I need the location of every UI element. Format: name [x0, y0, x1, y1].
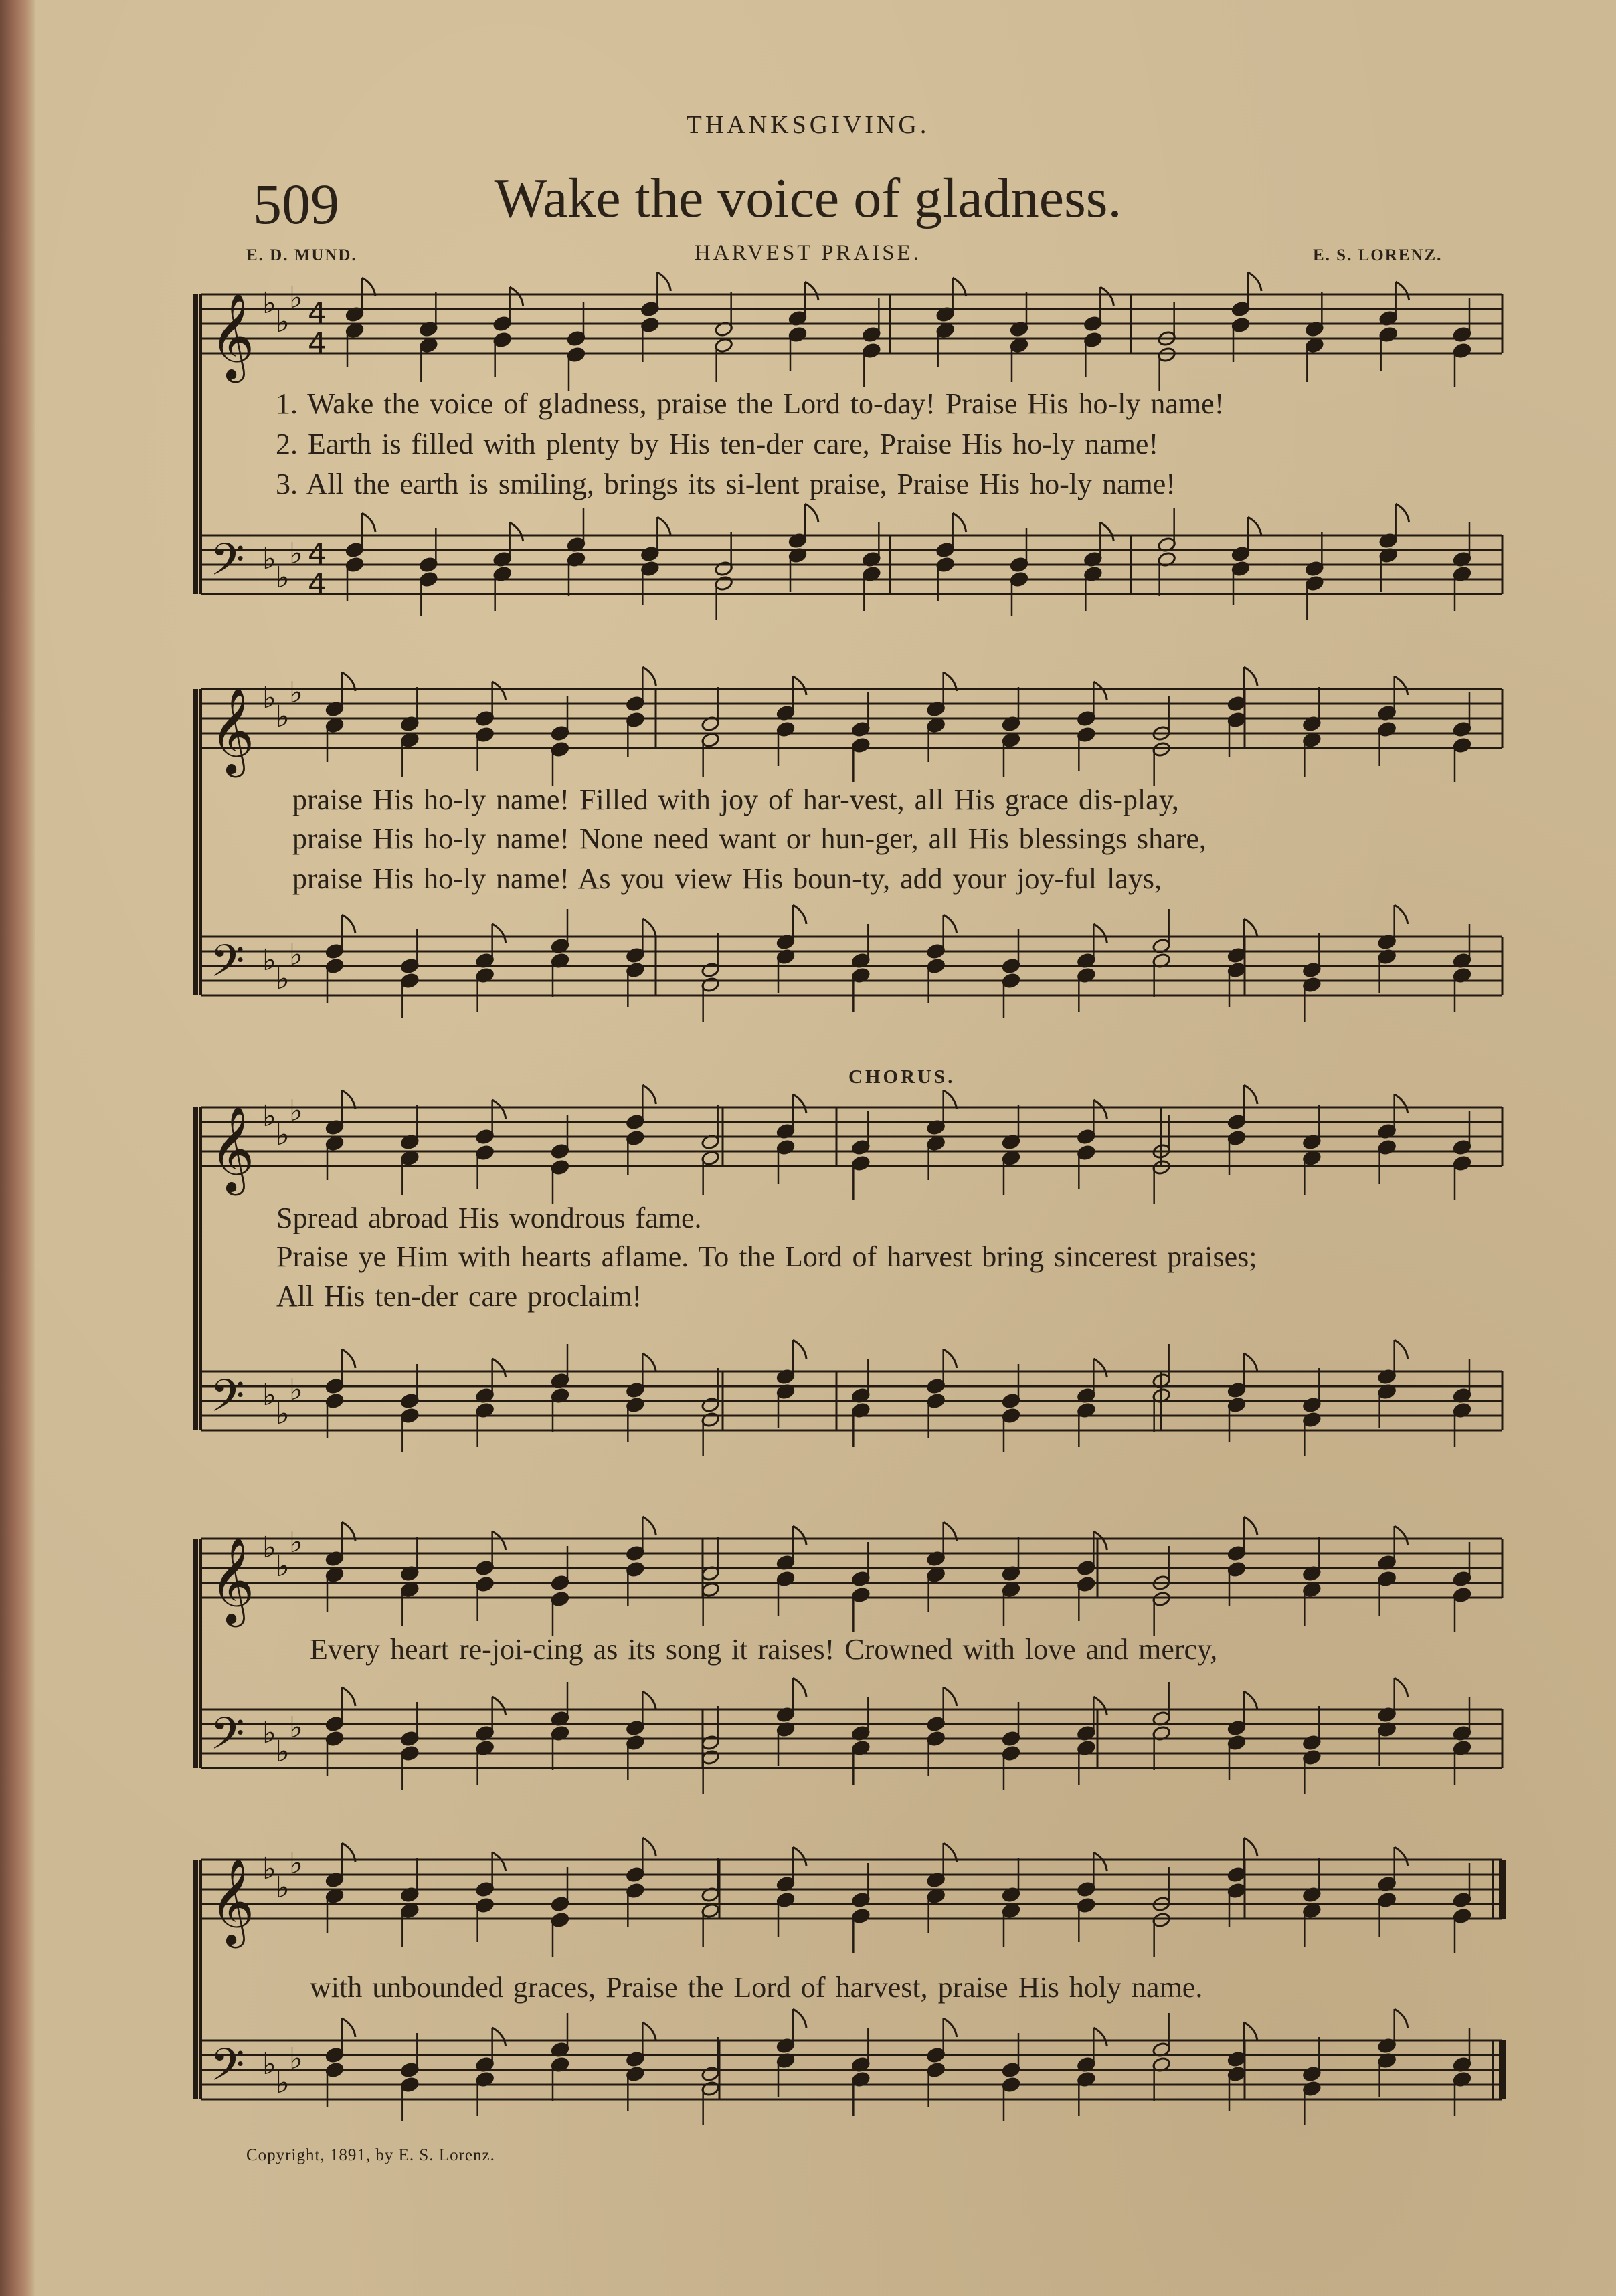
flat-icon: ♭: [262, 1531, 276, 1565]
note-flag: [342, 1687, 355, 1706]
note-flag: [793, 1094, 806, 1113]
note-flag: [642, 1085, 656, 1104]
note-flag: [492, 2028, 506, 2046]
tune-name: HARVEST PRAISE.: [694, 241, 922, 265]
flat-icon: ♭: [262, 681, 276, 715]
note-flag: [1395, 2009, 1408, 2028]
verse-1-lyric-line-1: 1. Wake the voice of gladness, praise the Lord to-day! Praise His ho-ly name!: [276, 387, 1225, 420]
time-signature-top: 4: [308, 296, 327, 330]
note-flag: [362, 513, 375, 532]
note-flag: [1395, 1094, 1408, 1113]
note-flag: [1093, 2028, 1107, 2046]
note-flag: [492, 924, 506, 943]
verse-3-lyric-line-2: praise His ho-ly name! As you view His boun-ty, add your joy-ful lays,: [292, 862, 1162, 895]
note-flag: [1395, 1678, 1408, 1697]
note-flag: [492, 1100, 506, 1119]
copyright-notice: Copyright, 1891, by E. S. Lorenz.: [246, 2146, 495, 2164]
treble-clef-icon: 𝄞: [210, 1858, 255, 1945]
note-flag: [642, 2022, 656, 2041]
flat-icon: ♭: [289, 1094, 303, 1128]
flat-icon: ♭: [276, 700, 290, 734]
flat-icon: ♭: [262, 286, 276, 320]
note-flag: [1248, 517, 1261, 536]
note-flag: [793, 1526, 806, 1545]
flat-icon: ♭: [262, 1099, 276, 1133]
bass-clef-icon: 𝄢: [210, 534, 245, 596]
composer-credit: E. S. LORENZ.: [1313, 246, 1443, 264]
note-flag: [1093, 1852, 1107, 1871]
verse-2-lyric-line-1: 2. Earth is filled with plenty by His ten-der care, Praise His ho-ly name!: [276, 427, 1159, 460]
note-flag: [793, 1847, 806, 1866]
lyricist-credit: E. D. MUND.: [246, 246, 357, 264]
note-flag: [1395, 1526, 1408, 1545]
flat-icon: ♭: [276, 1118, 290, 1152]
note-flag: [642, 1691, 656, 1710]
note-flag: [1244, 667, 1257, 686]
lyric-line-3b: Praise ye Him with hearts aflame. To the Lord of harvest bring sincerest praises;: [276, 1240, 1257, 1273]
note-flag: [642, 1517, 656, 1535]
note-flag: [492, 1531, 506, 1550]
note-flag: [1396, 282, 1409, 300]
flat-icon: ♭: [276, 1735, 290, 1769]
lyric-line-5: with unbounded graces, Praise the Lord of harvest, praise His holy name.: [310, 1971, 1203, 2004]
treble-clef-icon: 𝄞: [210, 1537, 255, 1624]
lyric-line-3a: Spread abroad His wondrous fame.: [276, 1202, 702, 1234]
time-signature-bottom: 4: [308, 326, 327, 361]
note-flag: [1395, 1340, 1408, 1359]
note-flag: [1395, 676, 1408, 695]
note-flag: [944, 2018, 957, 2037]
flat-icon: ♭: [276, 561, 290, 595]
note-flag: [657, 517, 670, 536]
flat-icon: ♭: [276, 962, 290, 996]
note-flag: [492, 1697, 506, 1715]
note-flag: [805, 504, 818, 522]
hymn-number: 509: [253, 172, 339, 236]
note-flag: [1396, 504, 1409, 522]
flat-icon: ♭: [276, 1549, 290, 1584]
note-flag: [953, 513, 966, 532]
note-flag: [1100, 522, 1113, 541]
treble-clef-icon: 𝄞: [210, 687, 255, 774]
treble-clef-icon: 𝄞: [210, 292, 255, 379]
note-flag: [1244, 1085, 1257, 1104]
flat-icon: ♭: [276, 2066, 290, 2100]
note-flag: [1244, 2022, 1257, 2041]
note-flag: [1244, 919, 1257, 937]
flat-icon: ♭: [289, 1525, 303, 1559]
note-flag: [1093, 1359, 1107, 1377]
flat-icon: ♭: [276, 305, 290, 339]
flat-icon: ♭: [262, 2047, 276, 2081]
note-flag: [1093, 1697, 1107, 1715]
flat-icon: ♭: [289, 1846, 303, 1881]
note-flag: [1244, 1517, 1257, 1535]
flat-icon: ♭: [262, 1378, 276, 1412]
note-flag: [342, 2018, 355, 2037]
time-signature-bottom: 4: [308, 567, 327, 601]
verse-2-lyric-line-2: praise His ho-ly name! None need want or hun-ger, all His blessings share,: [292, 822, 1206, 855]
flat-icon: ♭: [262, 1852, 276, 1886]
note-flag: [805, 282, 818, 300]
flat-icon: ♭: [262, 1716, 276, 1750]
note-flag: [1093, 1100, 1107, 1119]
flat-icon: ♭: [276, 1871, 290, 1905]
flat-icon: ♭: [289, 938, 303, 972]
note-flag: [793, 905, 806, 924]
note-flag: [492, 1852, 506, 1871]
flat-icon: ♭: [289, 537, 303, 571]
note-flag: [1093, 682, 1107, 700]
section-heading: THANKSGIVING.: [686, 111, 930, 139]
bass-clef-icon: 𝄢: [210, 1708, 245, 1770]
note-flag: [793, 2009, 806, 2028]
note-flag: [657, 272, 670, 291]
note-flag: [342, 1349, 355, 1368]
flat-icon: ♭: [262, 542, 276, 576]
lyric-line-3c: All His ten-der care proclaim!: [276, 1280, 642, 1313]
flat-icon: ♭: [289, 2042, 303, 2076]
note-flag: [944, 915, 957, 933]
chorus-label: CHORUS.: [848, 1066, 956, 1088]
note-flag: [944, 1349, 957, 1368]
lyric-line-4: Every heart re-joi-cing as its song it raises! Crowned with love and mercy,: [310, 1633, 1218, 1666]
bass-clef-icon: 𝄢: [210, 935, 245, 997]
flat-icon: ♭: [289, 1711, 303, 1745]
note-flag: [642, 1353, 656, 1372]
note-flag: [510, 522, 523, 541]
note-flag: [793, 1340, 806, 1359]
flat-icon: ♭: [262, 943, 276, 977]
note-flag: [642, 667, 656, 686]
note-flag: [492, 682, 506, 700]
note-flag: [793, 1678, 806, 1697]
note-flag: [1244, 1838, 1257, 1856]
hymn-title: Wake the voice of gladness.: [494, 167, 1122, 229]
time-signature-top: 4: [308, 537, 327, 571]
note-flag: [1093, 924, 1107, 943]
treble-clef-icon: 𝄞: [210, 1105, 255, 1192]
note-flag: [492, 1359, 506, 1377]
verse-1-lyric-line-2: praise His ho-ly name! Filled with joy of har-vest, all His grace dis-play,: [292, 783, 1179, 816]
flat-icon: ♭: [276, 1397, 290, 1431]
flat-icon: ♭: [289, 1373, 303, 1407]
bass-clef-icon: 𝄢: [210, 1370, 245, 1432]
note-flag: [1395, 905, 1408, 924]
note-flag: [510, 287, 523, 306]
note-flag: [1248, 272, 1261, 291]
note-flag: [1244, 1353, 1257, 1372]
note-flag: [642, 919, 656, 937]
note-flag: [642, 1838, 656, 1856]
flat-icon: ♭: [289, 676, 303, 710]
note-flag: [944, 1687, 957, 1706]
note-flag: [1093, 1531, 1107, 1550]
verse-3-lyric-line-1: 3. All the earth is smiling, brings its si-lent praise, Praise His ho-ly name!: [276, 468, 1176, 500]
note-flag: [1100, 287, 1113, 306]
note-flag: [793, 676, 806, 695]
note-flag: [342, 915, 355, 933]
note-flag: [1395, 1847, 1408, 1866]
bass-clef-icon: 𝄢: [210, 2039, 245, 2101]
flat-icon: ♭: [289, 281, 303, 315]
note-flag: [1244, 1691, 1257, 1710]
